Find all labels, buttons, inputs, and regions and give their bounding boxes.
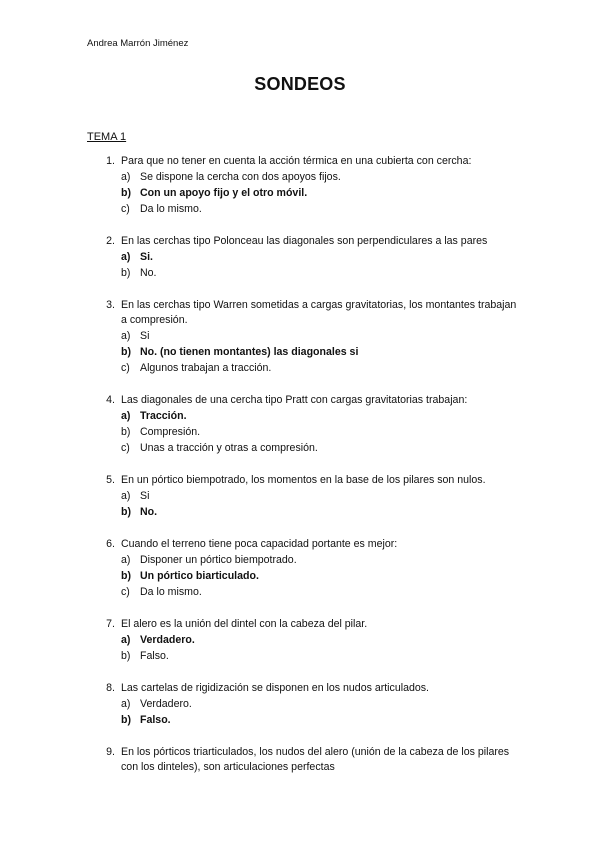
option-text: Verdadero.: [140, 698, 192, 710]
question-number: 6.: [106, 538, 115, 550]
option-list: [121, 696, 517, 728]
question-body: [121, 681, 517, 728]
option-letter: b): [121, 650, 131, 662]
option-list: [121, 488, 517, 520]
question-number: 8.: [106, 682, 115, 694]
question-text: Para que no tener en cuenta la acción térmica en una cubierta con cercha:: [121, 155, 472, 167]
question-body: [121, 234, 517, 281]
question-text: En las cerchas tipo Polonceau las diagonales son perpendiculares a las pares: [121, 235, 488, 247]
option-list: [121, 169, 517, 217]
option-letter: a): [121, 171, 131, 183]
question-item: [87, 298, 517, 376]
option-letter: c): [121, 203, 130, 215]
question-text: Las cartelas de rigidización se disponen en los nudos articulados.: [121, 682, 429, 694]
option-text: Si.: [140, 251, 153, 263]
question-item: [87, 234, 517, 281]
question-text: Cuando el terreno tiene poca capacidad portante es mejor:: [121, 538, 398, 550]
correct-answer-option: [121, 504, 517, 520]
question-item: [87, 617, 517, 664]
option-letter: c): [121, 586, 130, 598]
option-text: Con un apoyo fijo y el otro móvil.: [140, 187, 308, 199]
section-heading: TEMA 1: [87, 131, 127, 143]
question-body: [121, 537, 517, 600]
option-text: Unas a tracción y otras a compresión.: [140, 442, 318, 454]
option-list: [121, 632, 517, 664]
answer-option: [121, 584, 517, 600]
option-letter: b): [121, 714, 131, 726]
option-letter: c): [121, 362, 130, 374]
answer-option: [121, 440, 517, 456]
correct-answer-option: [121, 712, 517, 728]
question-number: 1.: [106, 155, 115, 167]
correct-answer-option: [121, 568, 517, 584]
option-list: [121, 552, 517, 600]
question-text: En los pórticos triarticulados, los nudos del alero (unión de la cabeza de los pilares con los dinteles), son articulaciones perfectas: [121, 746, 510, 773]
option-list: [121, 249, 517, 281]
option-letter: a): [121, 554, 131, 566]
question-number: 3.: [106, 299, 115, 311]
correct-answer-option: [121, 185, 517, 201]
option-text: No. (no tienen montantes) las diagonales si: [140, 346, 359, 358]
answer-option: [121, 265, 517, 281]
option-text: Algunos trabajan a tracción.: [140, 362, 272, 374]
option-text: Falso.: [140, 714, 171, 726]
question-text: En las cerchas tipo Warren sometidas a cargas gravitatorias, los montantes trabajan a compresión.: [121, 299, 517, 326]
question-body: [121, 617, 517, 664]
question-body: [121, 298, 517, 376]
option-text: Si: [140, 330, 150, 342]
question-text: El alero es la unión del dintel con la cabeza del pilar.: [121, 618, 368, 630]
correct-answer-option: [121, 408, 517, 424]
answer-option: [121, 648, 517, 664]
question-text: En un pórtico biempotrado, los momentos en la base de los pilares son nulos.: [121, 474, 486, 486]
author-name: Andrea Marrón Jiménez: [87, 38, 189, 49]
question-body: [121, 473, 517, 520]
option-text: Da lo mismo.: [140, 203, 202, 215]
answer-option: [121, 169, 517, 185]
question-number: 9.: [106, 746, 115, 758]
option-text: Un pórtico biarticulado.: [140, 570, 259, 582]
answer-option: [121, 424, 517, 440]
option-text: Da lo mismo.: [140, 586, 202, 598]
answer-option: [121, 552, 517, 568]
option-text: Se dispone la cercha con dos apoyos fijos.: [140, 171, 341, 183]
correct-answer-option: [121, 344, 517, 360]
option-letter: b): [121, 187, 131, 199]
option-text: Disponer un pórtico biempotrado.: [140, 554, 297, 566]
option-letter: c): [121, 442, 130, 454]
option-text: No.: [140, 506, 158, 518]
option-letter: a): [121, 330, 131, 342]
answer-option: [121, 201, 517, 217]
question-item: [87, 681, 517, 728]
question-body: [121, 154, 517, 217]
answer-option: [121, 328, 517, 344]
option-text: Si: [140, 490, 150, 502]
question-list: [87, 154, 517, 792]
option-text: Falso.: [140, 650, 169, 662]
option-letter: b): [121, 570, 131, 582]
option-letter: a): [121, 251, 131, 263]
answer-option: [121, 360, 517, 376]
correct-answer-option: [121, 249, 517, 265]
question-number: 2.: [106, 235, 115, 247]
page-title: SONDEOS: [254, 74, 346, 94]
question-item: [87, 393, 517, 456]
question-body: [121, 393, 517, 456]
question-item: [87, 154, 517, 217]
option-letter: a): [121, 410, 131, 422]
option-text: Compresión.: [140, 426, 201, 438]
option-text: Tracción.: [140, 410, 187, 422]
option-letter: a): [121, 698, 131, 710]
option-list: [121, 328, 517, 376]
question-number: 7.: [106, 618, 115, 630]
option-letter: b): [121, 506, 131, 518]
question-item: [87, 473, 517, 520]
option-letter: a): [121, 490, 131, 502]
option-list: [121, 408, 517, 456]
option-letter: b): [121, 426, 131, 438]
question-body: [121, 745, 517, 775]
correct-answer-option: [121, 632, 517, 648]
answer-option: [121, 696, 517, 712]
question-item: [87, 537, 517, 600]
question-item: [87, 745, 517, 775]
option-letter: b): [121, 267, 131, 279]
answer-option: [121, 488, 517, 504]
option-text: Verdadero.: [140, 634, 195, 646]
option-text: No.: [140, 267, 157, 279]
option-letter: b): [121, 346, 131, 358]
option-letter: a): [121, 634, 131, 646]
question-number: 4.: [106, 394, 115, 406]
question-text: Las diagonales de una cercha tipo Pratt con cargas gravitatorias trabajan:: [121, 394, 468, 406]
question-number: 5.: [106, 474, 115, 486]
